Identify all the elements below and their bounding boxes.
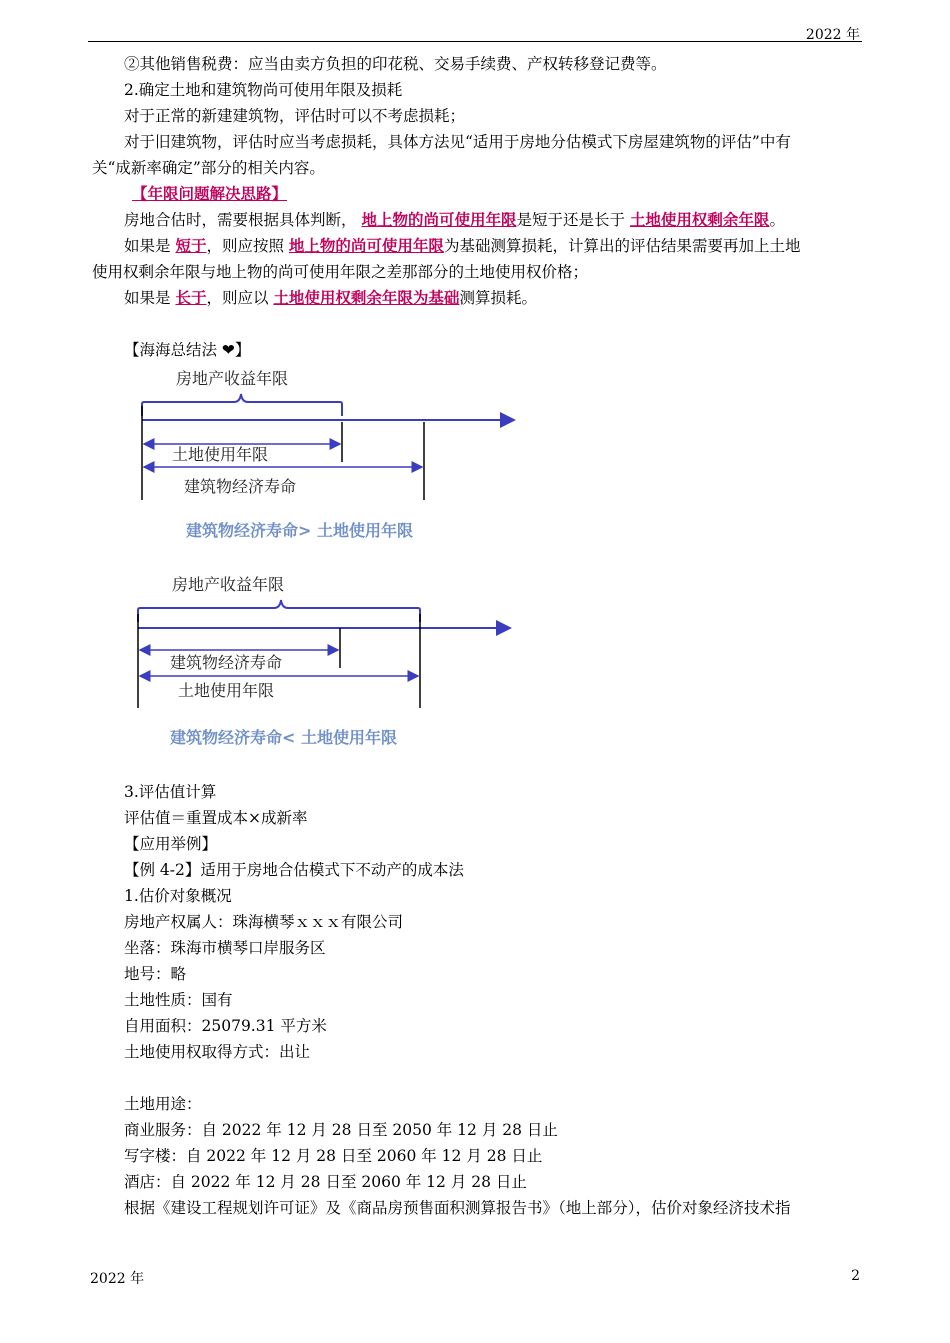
text-span: 如果是 <box>124 237 171 255</box>
footer-year: 2022 年 <box>90 1271 145 1287</box>
header-year: 2022 年 <box>805 27 860 43</box>
arrow-1-label: 土地使用年限 <box>172 445 269 464</box>
summary-heading: 【海海总结法 ❤】 <box>124 341 251 359</box>
text-line: ②其他销售税费：应当由卖方负担的印花税、交易手续费、产权转移登记费等。 <box>124 55 667 73</box>
text-line: 自用面积：25079.31 平方米 <box>124 1017 327 1035</box>
highlight-heading-text: 【年限问题解决思路】 <box>132 184 288 203</box>
arrow-2-label: 土地使用年限 <box>178 681 275 700</box>
text-span: ，则应按照 <box>206 237 284 255</box>
text-line: 写字楼：自 2022 年 12 月 28 日至 2060 年 12 月 28 日止 <box>124 1147 543 1165</box>
diagram-top-label: 房地产收益年限 <box>176 369 289 388</box>
text-line: 对于旧建筑物，评估时应当考虑损耗，具体方法见“适用于房地分估模式下房屋建筑物的评估”中有 <box>124 133 791 151</box>
text-line: 土地性质：国有 <box>124 991 233 1009</box>
text-line: 地号：略 <box>124 965 187 983</box>
text-line: 酒店：自 2022 年 12 月 28 日至 2060 年 12 月 28 日止 <box>124 1173 527 1191</box>
text-line: 土地用途： <box>124 1095 202 1113</box>
highlight-span: 短于 <box>175 236 207 255</box>
text-line: 使用权剩余年限与地上物的尚可使用年限之差那部分的土地使用权价格； <box>92 263 589 281</box>
text-line <box>124 236 800 256</box>
text-line: 房地产权属人：珠海横琴ｘｘｘ有限公司 <box>124 913 404 931</box>
section-heading: 2.确定土地和建筑物尚可使用年限及损耗 <box>124 81 403 99</box>
arrow-1-label: 建筑物经济寿命 <box>170 653 283 672</box>
text-span: ，则应以 <box>206 289 269 307</box>
highlight-span: 长于 <box>175 288 207 307</box>
diagram-caption: 建筑物经济寿命< 土地使用年限 <box>170 728 397 747</box>
section-heading: 3.评估值计算 <box>124 783 217 801</box>
text-line: 评估值＝重置成本×成新率 <box>124 809 308 827</box>
header-rule <box>88 41 862 42</box>
text-span: 测算损耗。 <box>459 289 537 307</box>
text-line: 商业服务：自 2022 年 12 月 28 日至 2050 年 12 月 28 日止 <box>124 1121 558 1139</box>
text-line: 根据《建设工程规划许可证》及《商品房预售面积测算报告书》（地上部分），估价对象经济技术指 <box>124 1199 791 1217</box>
text-line: 土地使用权取得方式：出让 <box>124 1043 311 1061</box>
highlight-span: 地上物的尚可使用年限 <box>288 236 444 255</box>
page-number: 2 <box>851 1268 860 1284</box>
highlight-span: 地上物的尚可使用年限 <box>361 210 517 229</box>
diagram-years-1 <box>124 362 524 546</box>
text-line: 【例 4-2】适用于房地合估模式下不动产的成本法 <box>124 861 464 879</box>
text-span: 。 <box>769 211 785 229</box>
text-line: 坐落：珠海市横琴口岸服务区 <box>124 939 326 957</box>
text-span: 房地合估时，需要根据具体判断， <box>124 211 357 229</box>
diagram-years-2 <box>124 568 524 752</box>
text-line <box>124 288 537 308</box>
text-line: 对于正常的新建建筑物，评估时可以不考虑损耗； <box>124 107 466 125</box>
text-span: 为基础测算损耗，计算出的评估结果需要再加上土地 <box>443 237 801 255</box>
text-line <box>124 210 785 230</box>
text-line: 1.估价对象概况 <box>124 887 232 905</box>
diagram-brace <box>142 394 342 416</box>
text-line: 关“成新率确定”部分的相关内容。 <box>92 159 325 177</box>
diagram-top-label: 房地产收益年限 <box>172 575 285 594</box>
highlight-span: 土地使用权剩余年限 <box>629 210 770 229</box>
text-line: 【应用举例】 <box>124 835 218 853</box>
highlight-span: 土地使用权剩余年限为基础 <box>273 288 460 307</box>
diagram-brace <box>138 600 420 622</box>
arrow-2-label: 建筑物经济寿命 <box>184 477 297 496</box>
highlight-heading <box>132 184 287 204</box>
text-span: 是短于还是长于 <box>516 211 625 229</box>
text-span: 如果是 <box>124 289 171 307</box>
diagram-caption: 建筑物经济寿命> 土地使用年限 <box>186 521 413 540</box>
